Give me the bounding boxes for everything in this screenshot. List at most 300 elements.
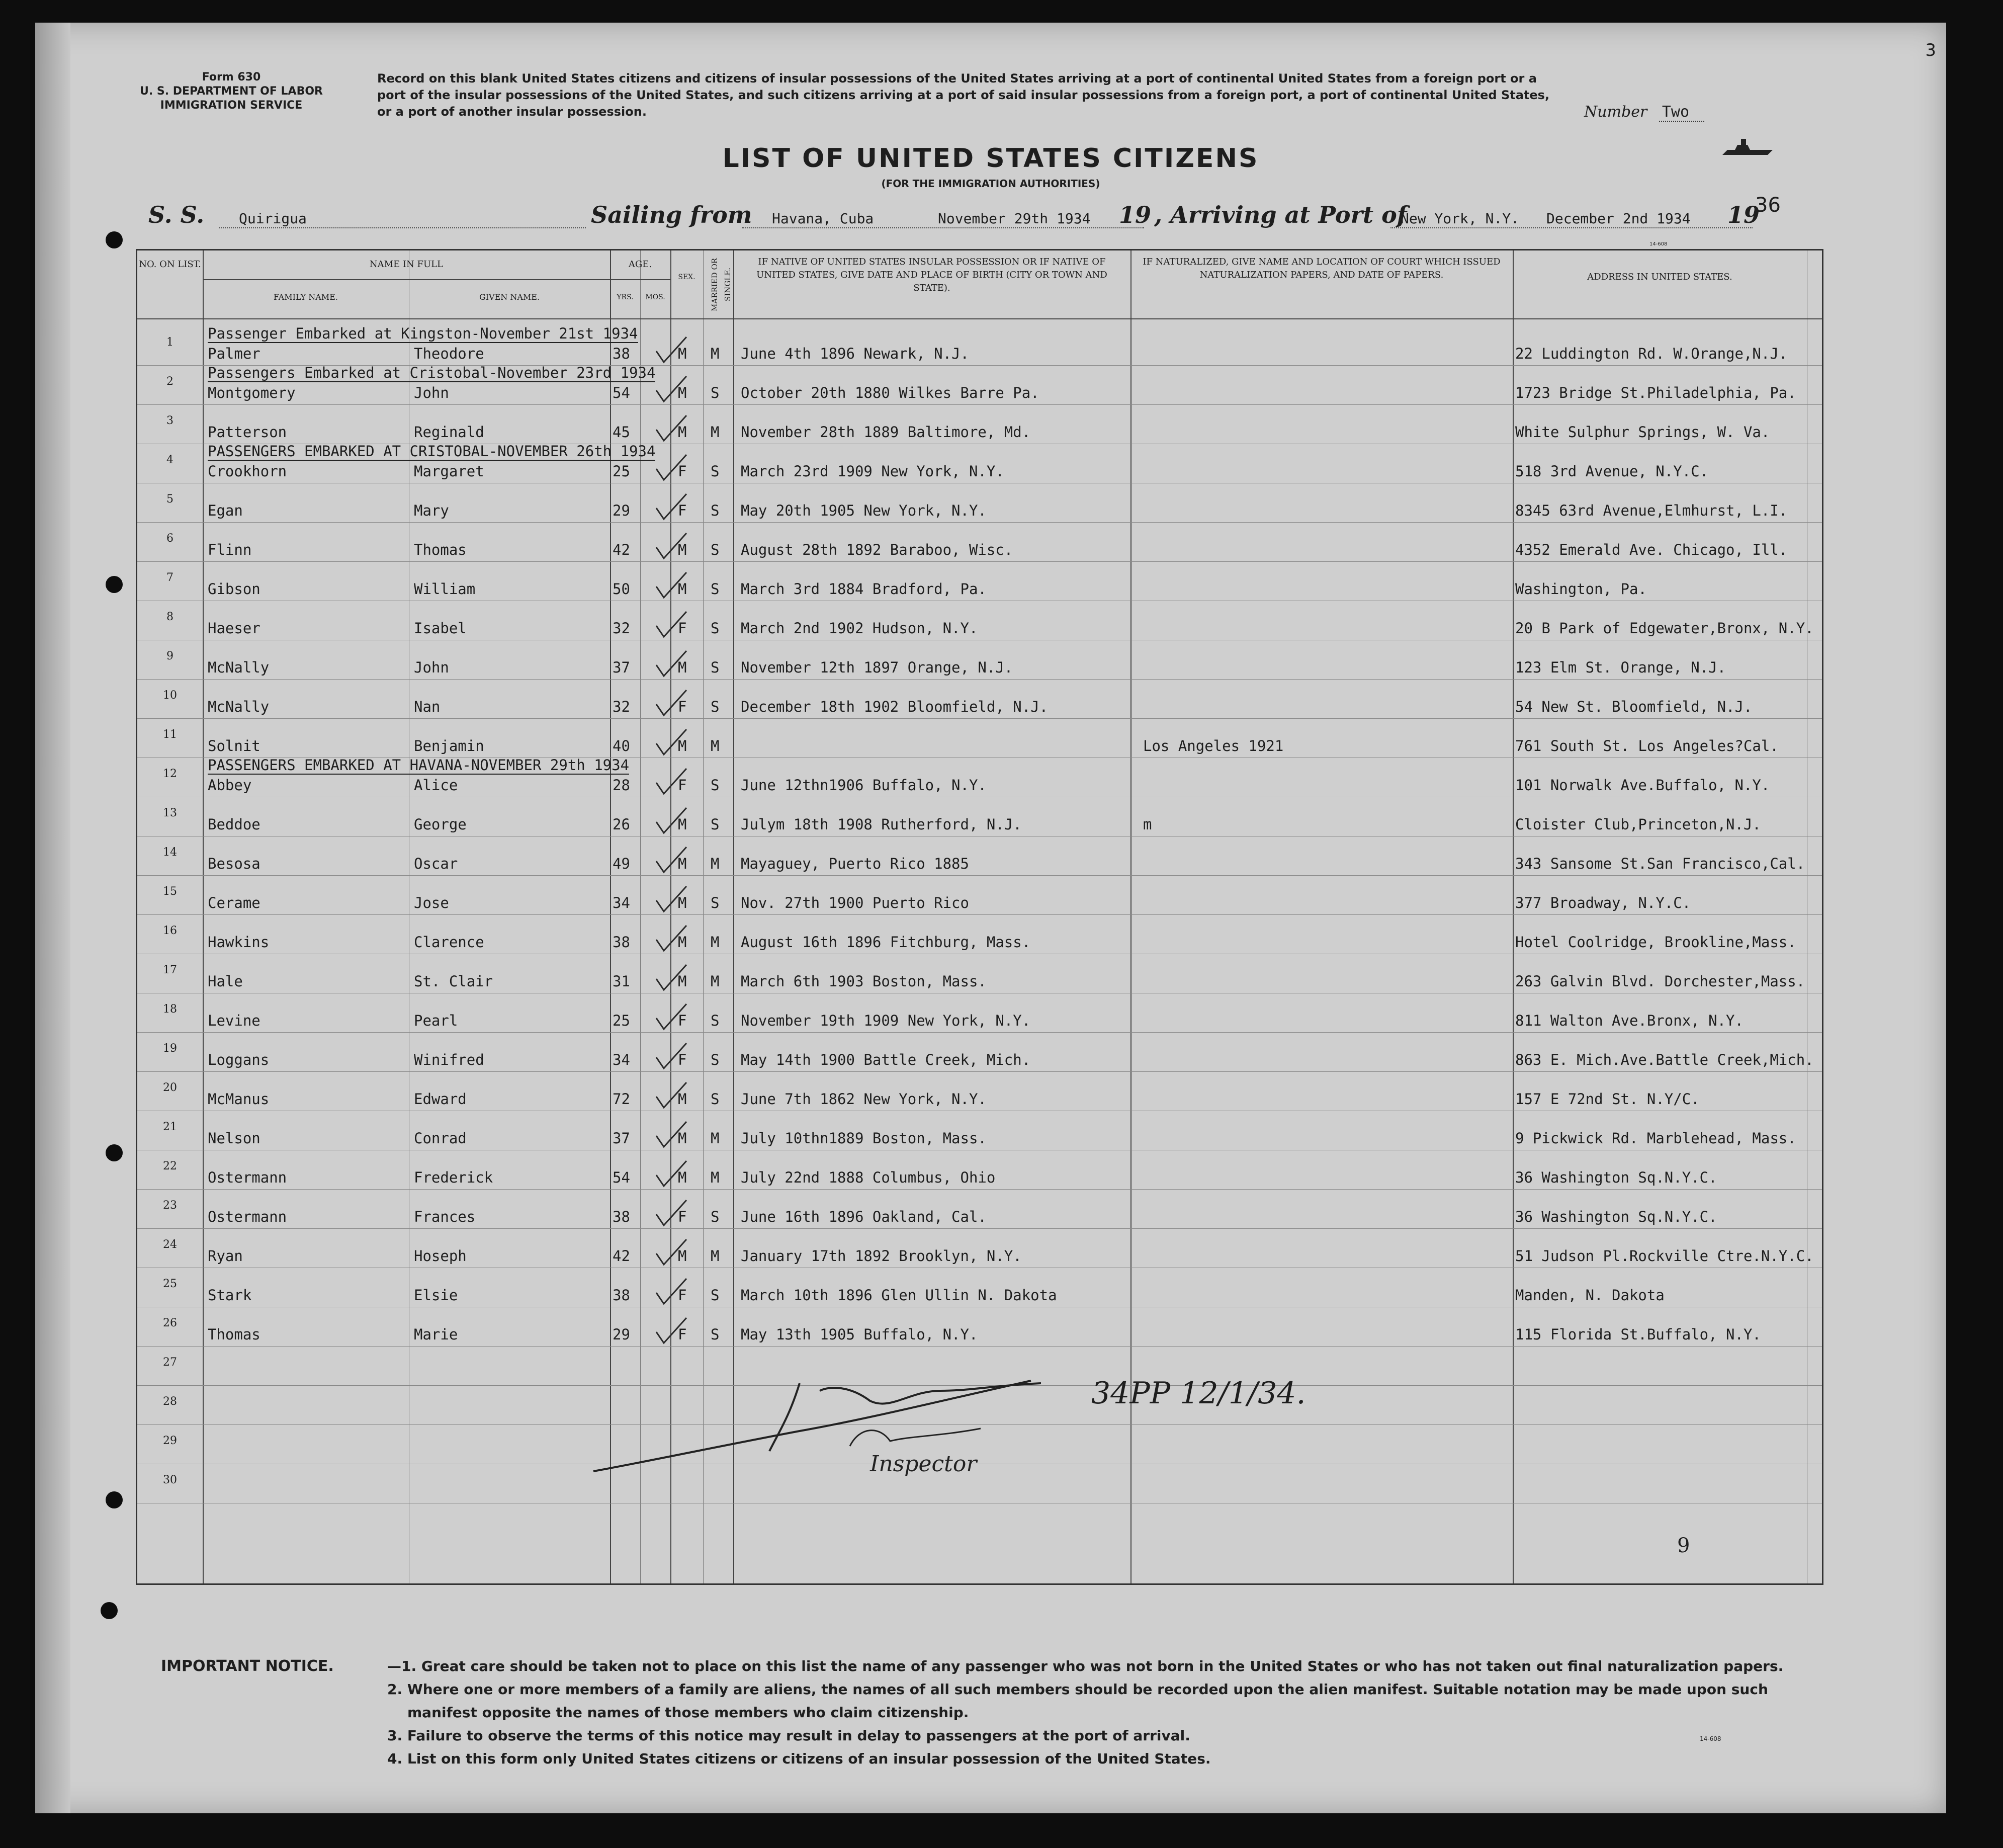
marital-status: S	[711, 894, 720, 911]
family-name: Stark	[208, 1287, 252, 1304]
checkmark-icon	[651, 532, 691, 562]
address: 36 Washington Sq.N.Y.C.	[1515, 1208, 1717, 1225]
given-name: Benjamin	[414, 737, 484, 754]
birth-info: July 22nd 1888 Columbus, Ohio	[741, 1169, 996, 1186]
sailing-from-label: Sailing from	[591, 201, 752, 228]
row-divider	[137, 914, 1822, 915]
birth-info: May 13th 1905 Buffalo, N.Y.	[741, 1326, 978, 1343]
address: White Sulphur Springs, W. Va.	[1515, 424, 1770, 441]
footer-code: 14-608	[1700, 1735, 1721, 1742]
section-heading: PASSENGERS EMBARKED AT CRISTOBAL-NOVEMBER 26th 1934	[208, 443, 656, 460]
family-name: Hale	[208, 973, 243, 990]
age-years: 38	[613, 1208, 630, 1225]
header-yrs: YRS.	[617, 293, 634, 301]
family-name: McNally	[208, 698, 270, 715]
from-port: Havana, Cuba	[772, 210, 874, 227]
row-number: 26	[163, 1317, 177, 1329]
header-address: ADDRESS IN UNITED STATES.	[1587, 272, 1732, 282]
marital-status: S	[711, 541, 720, 558]
to-port: New York, N.Y.	[1401, 210, 1520, 227]
birth-info: December 18th 1902 Bloomfield, N.J.	[741, 698, 1049, 715]
marital-status: M	[711, 1130, 720, 1147]
header-naturalized: IF NATURALIZED, GIVE NAME AND LOCATION OF COURT WHICH ISSUED NATURALIZATION PAPERS, AND DATE OF PAPERS.	[1143, 257, 1501, 280]
sex: M	[678, 934, 687, 951]
sex: M	[678, 1169, 687, 1186]
address: 101 Norwalk Ave.Buffalo, N.Y.	[1515, 777, 1770, 794]
address: Washington, Pa.	[1515, 580, 1647, 598]
department-name: U. S. DEPARTMENT OF LABOR	[140, 85, 323, 98]
family-name: Thomas	[208, 1326, 260, 1343]
age-years: 29	[613, 502, 630, 519]
address: 22 Luddington Rd. W.Orange,N.J.	[1515, 345, 1788, 362]
address: Cloister Club,Princeton,N.J.	[1515, 816, 1761, 833]
signature-lettering: Inspector	[870, 1451, 977, 1477]
marital-status: M	[711, 934, 720, 951]
row-number: 2	[166, 375, 173, 388]
family-name: Besosa	[208, 855, 260, 872]
checkmark-icon	[651, 885, 691, 915]
checkmark-icon	[651, 1199, 691, 1229]
marital-status: S	[711, 659, 720, 676]
row-number: 17	[163, 964, 177, 976]
row-number: 1	[166, 336, 173, 349]
given-name: Pearl	[414, 1012, 458, 1029]
age-years: 38	[613, 345, 630, 362]
row-number: 23	[163, 1199, 177, 1212]
birth-info: Mayaguey, Puerto Rico 1885	[741, 855, 969, 872]
row-number: 5	[166, 493, 173, 506]
arrive-year-suffix: 19	[1727, 201, 1760, 228]
header-sex: SEX.	[678, 273, 695, 281]
checkmark-icon	[651, 1081, 691, 1112]
address: Hotel Coolridge, Brookline,Mass.	[1515, 934, 1796, 951]
age-years: 29	[613, 1326, 630, 1343]
sex: M	[678, 816, 687, 833]
voyage-line	[148, 201, 1858, 231]
binding-hole	[106, 1144, 123, 1161]
date-stamp: 34PP 12/1/34.	[1091, 1376, 1306, 1411]
family-name: Flinn	[208, 541, 252, 558]
address: 4352 Emerald Ave. Chicago, Ill.	[1515, 541, 1788, 558]
age-years: 37	[613, 659, 630, 676]
address: 36 Washington Sq.N.Y.C.	[1515, 1169, 1717, 1186]
birth-info: July 10thn1889 Boston, Mass.	[741, 1130, 987, 1147]
manifest-page	[35, 23, 1946, 1813]
naturalization-info: m	[1143, 816, 1152, 833]
list-number-value: Two	[1659, 103, 1704, 122]
sail-year-suffix: 19	[1119, 201, 1152, 228]
checkmark-icon	[651, 1042, 691, 1072]
sex: F	[678, 777, 687, 794]
given-name: Frances	[414, 1208, 476, 1225]
sex: M	[678, 345, 687, 362]
birth-info: November 12th 1897 Orange, N.J.	[741, 659, 1013, 676]
address: 54 New St. Bloomfield, N.J.	[1515, 698, 1753, 715]
inspector-signature	[588, 1371, 1091, 1486]
birth-info: June 7th 1862 New York, N.Y.	[741, 1090, 987, 1108]
marital-status: S	[711, 698, 720, 715]
checkmark-icon	[651, 807, 691, 837]
row-number: 18	[163, 1003, 177, 1016]
checkmark-icon	[651, 728, 691, 759]
sex: F	[678, 620, 687, 637]
header-name-in-full: NAME IN FULL	[369, 259, 444, 270]
row-divider	[137, 1032, 1822, 1033]
form-number: Form 630	[202, 71, 261, 83]
checkmark-icon	[651, 1121, 691, 1151]
address: 343 Sansome St.San Francisco,Cal.	[1515, 855, 1805, 872]
marital-status: S	[711, 1326, 720, 1343]
row-number: 20	[163, 1081, 177, 1094]
given-name: William	[414, 580, 476, 598]
service-name: IMMIGRATION SERVICE	[160, 99, 303, 112]
age-years: 42	[613, 541, 630, 558]
family-name: Levine	[208, 1012, 260, 1029]
sex: F	[678, 1326, 687, 1343]
sex: F	[678, 463, 687, 480]
row-number: 3	[166, 414, 173, 427]
checkmark-icon	[651, 964, 691, 994]
notice-label: IMPORTANT NOTICE.	[161, 1657, 334, 1675]
sex: M	[678, 424, 687, 441]
checkmark-icon	[651, 846, 691, 876]
address: 8345 63rd Avenue,Elmhurst, L.I.	[1515, 502, 1788, 519]
row-number: 15	[163, 885, 177, 898]
section-heading: Passenger Embarked at Kingston-November 21st 1934	[208, 325, 638, 342]
list-number-label: Number	[1584, 103, 1647, 121]
birth-info: June 12thn1906 Buffalo, N.Y.	[741, 777, 987, 794]
given-name: Hoseph	[414, 1247, 467, 1265]
row-number: 6	[166, 532, 173, 545]
address: 157 E 72nd St. N.Y/C.	[1515, 1090, 1700, 1108]
row-number: 12	[163, 768, 177, 780]
corner-page-number: 3	[1925, 40, 1936, 60]
row-divider	[137, 1228, 1822, 1229]
given-name: Thomas	[414, 541, 467, 558]
row-number: 9	[166, 650, 173, 662]
address: 115 Florida St.Buffalo, N.Y.	[1515, 1326, 1761, 1343]
sex: F	[678, 1051, 687, 1068]
family-name: Ostermann	[208, 1208, 287, 1225]
given-name: Margaret	[414, 463, 484, 480]
marital-status: S	[711, 620, 720, 637]
birth-info: March 10th 1896 Glen Ullin N. Dakota	[741, 1287, 1057, 1304]
age-years: 31	[613, 973, 630, 990]
marital-status: S	[711, 1208, 720, 1225]
marital-status: M	[711, 424, 720, 441]
family-name: Montgomery	[208, 384, 296, 401]
age-years: 32	[613, 698, 630, 715]
address: Manden, N. Dakota	[1515, 1287, 1665, 1304]
checkmark-icon	[651, 1160, 691, 1190]
header-given-name: GIVEN NAME.	[479, 292, 540, 302]
marital-status: S	[711, 463, 720, 480]
age-years: 34	[613, 1051, 630, 1068]
naturalization-info: Los Angeles 1921	[1143, 737, 1284, 754]
print-code: 14-608	[1649, 241, 1668, 247]
checkmark-icon	[651, 414, 691, 445]
sex: M	[678, 580, 687, 598]
row-divider	[137, 718, 1822, 719]
sex: F	[678, 1208, 687, 1225]
header-family-name: FAMILY NAME.	[274, 292, 338, 302]
marital-status: M	[711, 1169, 720, 1186]
age-years: 25	[613, 1012, 630, 1029]
age-years: 50	[613, 580, 630, 598]
marital-status: M	[711, 973, 720, 990]
sex: M	[678, 737, 687, 754]
given-name: St. Clair	[414, 973, 493, 990]
given-name: Winifred	[414, 1051, 484, 1068]
age-years: 72	[613, 1090, 630, 1108]
address: 1723 Bridge St.Philadelphia, Pa.	[1515, 384, 1796, 401]
page-subtitle: (FOR THE IMMIGRATION AUTHORITIES)	[881, 178, 1100, 190]
family-name: McNally	[208, 659, 270, 676]
checkmark-icon	[651, 493, 691, 523]
row-number: 21	[163, 1121, 177, 1133]
family-name: Patterson	[208, 424, 287, 441]
family-name: Abbey	[208, 777, 252, 794]
checkmark-icon	[651, 571, 691, 602]
list-number-field	[1584, 103, 1704, 121]
birth-info: May 14th 1900 Battle Creek, Mich.	[741, 1051, 1031, 1068]
age-years: 49	[613, 855, 630, 872]
row-number: 22	[163, 1160, 177, 1172]
checkmark-icon	[651, 925, 691, 955]
age-years: 28	[613, 777, 630, 794]
sex: F	[678, 698, 687, 715]
family-name: Crookhorn	[208, 463, 287, 480]
given-name: Frederick	[414, 1169, 493, 1186]
sheet-number: 36	[1755, 194, 1781, 217]
header-age: AGE.	[628, 259, 652, 270]
row-divider	[137, 1189, 1822, 1190]
family-name: Nelson	[208, 1130, 260, 1147]
marital-status: M	[711, 737, 720, 754]
given-name: Alice	[414, 777, 458, 794]
form-header-block	[106, 70, 357, 113]
given-name: Edward	[414, 1090, 467, 1108]
row-divider	[137, 1346, 1822, 1347]
given-name: Marie	[414, 1326, 458, 1343]
row-number: 16	[163, 925, 177, 937]
birth-info: March 2nd 1902 Hudson, N.Y.	[741, 620, 978, 637]
address: 863 E. Mich.Ave.Battle Creek,Mich.	[1515, 1051, 1814, 1068]
given-name: Isabel	[414, 620, 467, 637]
birth-info: January 17th 1892 Brooklyn, N.Y.	[741, 1247, 1022, 1265]
age-years: 32	[613, 620, 630, 637]
family-name: Solnit	[208, 737, 260, 754]
marital-status: S	[711, 1051, 720, 1068]
family-name: Gibson	[208, 580, 260, 598]
given-name: Oscar	[414, 855, 458, 872]
sex: M	[678, 384, 687, 401]
family-name: McManus	[208, 1090, 270, 1108]
address: 123 Elm St. Orange, N.J.	[1515, 659, 1726, 676]
header-no: NO. ON LIST.	[139, 259, 201, 270]
address: 518 3rd Avenue, N.Y.C.	[1515, 463, 1709, 480]
given-name: George	[414, 816, 467, 833]
birth-info: June 16th 1896 Oakland, Cal.	[741, 1208, 987, 1225]
address: 20 B Park of Edgewater,Bronx, N.Y.	[1515, 620, 1814, 637]
family-name: Ostermann	[208, 1169, 287, 1186]
age-years: 42	[613, 1247, 630, 1265]
checkmark-icon	[651, 1238, 691, 1269]
family-name: Palmer	[208, 345, 260, 362]
given-name: Mary	[414, 502, 449, 519]
row-number: 30	[163, 1474, 177, 1486]
checkmark-icon	[651, 336, 691, 366]
checkmark-icon	[651, 454, 691, 484]
section-heading: PASSENGERS EMBARKED AT HAVANA-NOVEMBER 29th 1934	[208, 757, 630, 774]
given-name: John	[414, 659, 449, 676]
header-married-single: MARRIED OR SINGLE.	[710, 258, 732, 311]
row-divider	[137, 522, 1822, 523]
birth-info: May 20th 1905 New York, N.Y.	[741, 502, 987, 519]
age-years: 38	[613, 1287, 630, 1304]
intro-instructions: Record on this blank United States citizens and citizens of insular possessions of the United States arriving at a port of continental United States from a foreign port or a port of the insular possessions of the United States, and such citizens arriving at a port of said insular possessions from a foreign port, a port of continental United States, or a port of another insular possession.	[377, 71, 1550, 119]
marital-status: M	[711, 1247, 720, 1265]
binding-hole	[106, 576, 123, 593]
given-name: Reginald	[414, 424, 484, 441]
sex: M	[678, 1247, 687, 1265]
row-number: 8	[166, 611, 173, 623]
notice-item-2: 2. Where one or more members of a family are aliens, the names of all such members should be recorded upon the alien manifest. Suitable notation may be made upon such	[387, 1681, 1768, 1698]
address: 9 Pickwick Rd. Marblehead, Mass.	[1515, 1130, 1796, 1147]
checkmark-icon	[651, 1317, 691, 1347]
checkmark-icon	[651, 768, 691, 798]
marital-status: S	[711, 1287, 720, 1304]
page-title: LIST OF UNITED STATES CITIZENS	[722, 143, 1259, 174]
row-divider	[137, 875, 1822, 876]
row-number: 29	[163, 1435, 177, 1447]
notice-item-1: —1. Great care should be taken not to place on this list the name of any passenger who was not born in the United States or who has not taken out final naturalization papers.	[387, 1658, 1784, 1674]
given-name: John	[414, 384, 449, 401]
address: 811 Walton Ave.Bronx, N.Y.	[1515, 1012, 1744, 1029]
sex: F	[678, 1287, 687, 1304]
checkmark-icon	[651, 650, 691, 680]
row-number: 27	[163, 1356, 177, 1369]
sex: F	[678, 502, 687, 519]
birth-info: Julym 18th 1908 Rutherford, N.J.	[741, 816, 1022, 833]
address: 761 South St. Los Angeles?Cal.	[1515, 737, 1779, 754]
marital-status: S	[711, 1090, 720, 1108]
sex: M	[678, 1090, 687, 1108]
sex: M	[678, 973, 687, 990]
birth-info: August 28th 1892 Baraboo, Wisc.	[741, 541, 1013, 558]
row-divider	[137, 404, 1822, 405]
binding-hole	[101, 1602, 118, 1619]
notice-item-4: 4. List on this form only United States citizens or citizens of an insular possession of the United States.	[387, 1750, 1211, 1767]
sail-date: November 29th 1934	[938, 210, 1091, 227]
marital-status: S	[711, 580, 720, 598]
checkmark-icon	[651, 375, 691, 405]
age-years: 54	[613, 384, 630, 401]
family-name: Cerame	[208, 894, 260, 911]
page-fold-shadow	[35, 23, 70, 1813]
birth-info: March 6th 1903 Boston, Mass.	[741, 973, 987, 990]
given-name: Theodore	[414, 345, 484, 362]
given-name: Elsie	[414, 1287, 458, 1304]
marital-status: S	[711, 1012, 720, 1029]
marital-status: M	[711, 345, 720, 362]
birth-info: March 23rd 1909 New York, N.Y.	[741, 463, 1004, 480]
section-heading: Passengers Embarked at Cristobal-November 23rd 1934	[208, 364, 656, 381]
notice-items	[387, 1655, 1921, 1771]
given-name: Jose	[414, 894, 449, 911]
age-years: 25	[613, 463, 630, 480]
notice-item-3: 3. Failure to observe the terms of this notice may result in delay to passengers at the port of arrival.	[387, 1727, 1190, 1744]
address: 377 Broadway, N.Y.C.	[1515, 894, 1691, 911]
family-name: Ryan	[208, 1247, 243, 1265]
birth-info: November 28th 1889 Baltimore, Md.	[741, 424, 1031, 441]
family-name: Egan	[208, 502, 243, 519]
ss-label: S. S.	[148, 201, 205, 228]
row-divider	[137, 679, 1822, 680]
checkmark-icon	[651, 1003, 691, 1033]
header-birth: IF NATIVE OF UNITED STATES INSULAR POSSESSION OR IF NATIVE OF UNITED STATES, GIVE DATE AND PLACE OF BIRTH (CITY OR TOWN AND STATE).	[756, 257, 1107, 293]
sex: M	[678, 541, 687, 558]
birth-info: June 4th 1896 Newark, N.J.	[741, 345, 969, 362]
row-number: 11	[163, 728, 177, 741]
marital-status: M	[711, 855, 720, 872]
binding-hole	[106, 1491, 123, 1508]
ship-name: Quirigua	[239, 210, 307, 227]
age-years: 38	[613, 934, 630, 951]
marital-status: S	[711, 384, 720, 401]
margin-number: 9	[1677, 1534, 1690, 1557]
header-mos: MOS.	[645, 293, 665, 301]
row-number: 10	[163, 689, 177, 702]
sex: M	[678, 1130, 687, 1147]
row-number: 14	[163, 846, 177, 859]
birth-info: November 19th 1909 New York, N.Y.	[741, 1012, 1031, 1029]
given-name: Conrad	[414, 1130, 467, 1147]
birth-info: August 16th 1896 Fitchburg, Mass.	[741, 934, 1031, 951]
given-name: Nan	[414, 698, 441, 715]
birth-info: October 20th 1880 Wilkes Barre Pa.	[741, 384, 1039, 401]
address: 51 Judson Pl.Rockville Ctre.N.Y.C.	[1515, 1247, 1814, 1265]
marital-status: S	[711, 816, 720, 833]
family-name: Hawkins	[208, 934, 270, 951]
notice-item-2-continued: manifest opposite the names of those members who claim citizenship.	[407, 1704, 969, 1721]
checkmark-icon	[651, 1278, 691, 1308]
sex: M	[678, 659, 687, 676]
sex: F	[678, 1012, 687, 1029]
address: 263 Galvin Blvd. Dorchester,Mass.	[1515, 973, 1805, 990]
given-name: Clarence	[414, 934, 484, 951]
row-number: 25	[163, 1278, 177, 1290]
family-name: Haeser	[208, 620, 260, 637]
age-years: 34	[613, 894, 630, 911]
sex: M	[678, 855, 687, 872]
row-divider	[137, 561, 1822, 562]
arriving-label: , Arriving at Port of	[1154, 201, 1407, 228]
row-number: 19	[163, 1042, 177, 1055]
row-number: 4	[166, 454, 173, 466]
age-years: 54	[613, 1169, 630, 1186]
arrive-date: December 2nd 1934	[1546, 210, 1691, 227]
row-number: 7	[166, 571, 173, 584]
checkmark-icon	[651, 611, 691, 641]
row-number: 13	[163, 807, 177, 819]
age-years: 40	[613, 737, 630, 754]
row-number: 28	[163, 1395, 177, 1408]
row-number: 24	[163, 1238, 177, 1251]
row-divider	[137, 1071, 1822, 1072]
age-years: 37	[613, 1130, 630, 1147]
binding-hole	[106, 231, 123, 248]
